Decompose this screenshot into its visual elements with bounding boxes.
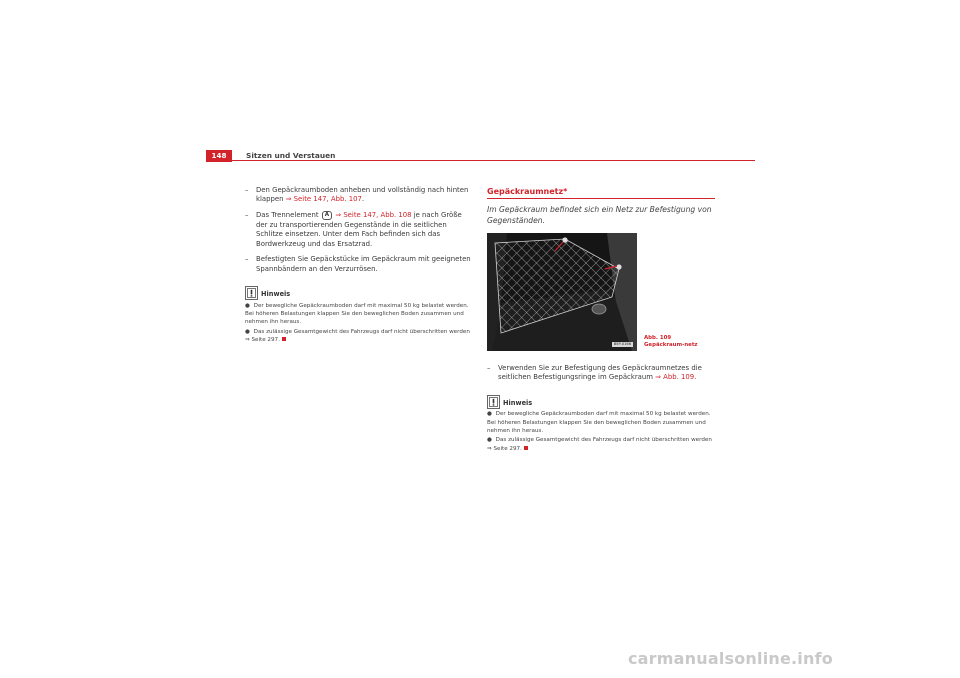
bullet: ● [245,302,250,309]
note-item: ● Der bewegliche Gepäckraumboden darf mit maximal 50 kg belastet werden. Bei höheren Belastungen klappen Sie den beweglichen Boden zusammen und nehmen ihn heraus. [245,302,469,326]
luggage-net-photo [487,233,637,351]
bullet: ● [487,411,492,418]
bullet: ● [245,328,250,335]
callout-badge: A [322,211,332,220]
note-box [487,395,715,453]
step-dash: – [245,186,249,194]
step-text: Das Trennelement [256,211,319,220]
figure-caption: Abb. 109 Gepäckraum-netz [644,335,698,348]
step-dash: – [487,364,491,372]
figure [487,233,709,351]
note-item: ● Der bewegliche Gepäckraumboden darf mit maximal 50 kg belastet werden. Bei höheren Belastungen klappen Sie den beweglichen Boden zusammen und nehmen ihn heraus. [487,411,711,434]
note-title: Hinweis [261,290,291,299]
info-book-icon [245,286,258,300]
page-header [206,150,755,162]
right-column [487,186,715,453]
cross-reference-link[interactable]: ⇒ Seite 147, Abb. 107 [285,195,362,204]
arrow-icon: ⇒ [335,211,342,220]
image-code: B5P-0166 [613,342,631,346]
note-item: ● Das zulässige Gesamtgewicht des Fahrzeugs darf nicht überschritten werden ⇒ Seite 297. [487,437,712,452]
cross-reference-link[interactable]: ⇒ Seite 147, Abb. 108 [335,211,412,220]
header-rule [232,160,755,161]
end-square-icon [282,337,286,341]
step-text: Verwenden Sie zur Befestigung des Gepäckraumnetzes die seitlichen Befestigungsringe im Gepäckraum [498,364,702,382]
arrow-icon: ⇒ [285,195,292,204]
instruction-step: – Den Gepäckraumboden anheben und vollständig nach hinten klappen ⇒ Seite 147, Abb. 107. [245,186,469,204]
end-square-icon [524,446,528,450]
running-title: Sitzen und Verstauen [246,151,336,160]
note-title: Hinweis [503,398,533,407]
step-dash: – [245,211,249,220]
section-title: Gepäckraumnetz* [487,186,715,199]
step-dash: – [245,255,249,264]
step-text: Den Gepäckraumboden anheben und vollständig nach hinten klappen [256,186,469,204]
arrow-icon: ⇒ [655,373,661,382]
section-lead: Im Gepäckraum befindet sich ein Netz zur Befestigung von Gegenständen. [487,205,712,225]
step-text: Befestigten Sie Gepäckstücke im Gepäckraum mit geeigneten Spannbändern an den Verzurrösen. [256,255,471,273]
instruction-step [245,211,471,249]
step-text: je nach Größe der zu transportierenden Gegenstände in die seitlichen Schlitze einsetzen. Unter dem Fach befinden sich das Bordwerkzeug und das Ersatzrad. [256,211,462,248]
instruction-step: – Verwenden Sie zur Befestigung des Gepäckraumnetzes die seitlichen Befestigungsringe im Gepäckraum ⇒ Abb. 109. [487,364,702,382]
info-book-icon [487,395,500,409]
bullet: ● [487,437,492,444]
note-box [245,286,471,344]
cross-reference-link[interactable]: ⇒ Abb. 109 [655,373,695,382]
site-watermark: carmanualsonline.info [628,649,833,668]
note-item: ● Das zulässige Gesamtgewicht des Fahrzeugs darf nicht überschritten werden ⇒ Seite 297. [245,328,470,344]
instruction-step [245,255,471,274]
page-number: 148 [206,150,232,162]
left-column [245,186,471,344]
